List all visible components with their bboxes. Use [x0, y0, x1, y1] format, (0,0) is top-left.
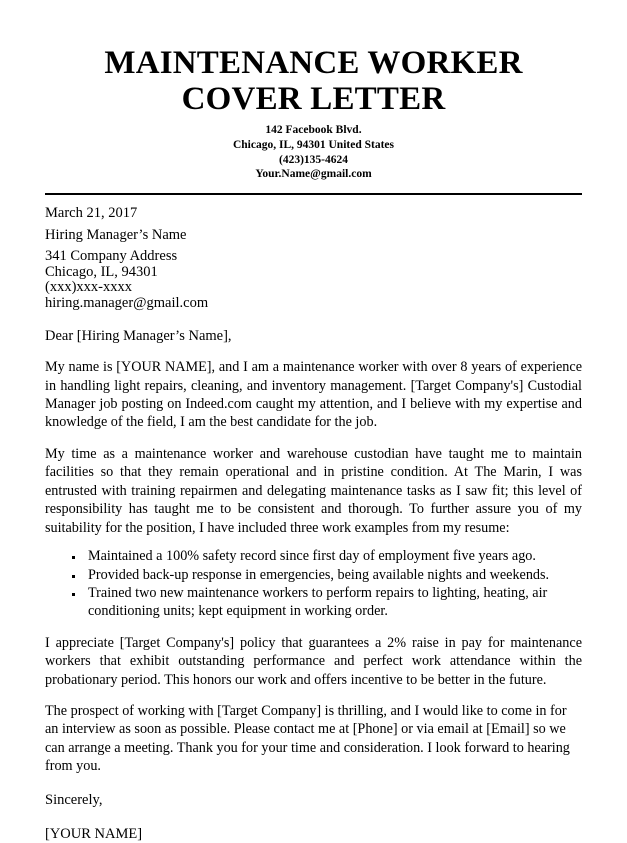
body-paragraph-1: My name is [YOUR NAME], and I am a maintenance worker with over 8 years of experience in handling light repairs, cleaning, and inventory management. [Target Company's] Custodial Manager job posting on Indeed.com caught my attention, and I believe with my expertise and knowledge of the field, I am the best candidate for the job. — [45, 359, 582, 431]
header-divider — [45, 193, 582, 195]
sender-city-state-zip: Chicago, IL, 94301 United States — [232, 138, 394, 151]
letter-meta-block — [45, 206, 582, 310]
highlights-list — [45, 548, 582, 620]
sender-phone: (423)135-4624 — [279, 153, 348, 166]
recipient-name: Hiring Manager’s Name — [45, 226, 187, 243]
body-paragraph-3: I appreciate [Target Company's] policy that guarantees a 2% raise in pay for maintenance workers that exhibit outstanding performance and perfect work attendance within the probationary period. This honors our work and offers incentive to be better in the future. — [45, 634, 582, 688]
recipient-email: hiring.manager@gmail.com — [45, 294, 209, 311]
letterhead — [45, 0, 582, 182]
sender-contact-block — [45, 123, 582, 182]
sender-street: 142 Facebook Blvd. — [265, 124, 362, 137]
body-paragraph-4: The prospect of working with [Target Company] is thrilling, and I would like to come in for an interview as soon as possible. Please contact me at [Phone] or via email at [Email] so we can arrange a meeting. Thank you for your time and consideration. I look forward to hearing from you. — [45, 703, 570, 775]
recipient-phone: (xxx)xxx-xxxx — [45, 279, 132, 296]
signature-name: [YOUR NAME] — [45, 825, 143, 842]
list-item: Maintained a 100% safety record since first day of employment five years ago. — [72, 548, 582, 566]
recipient-city-state-zip: Chicago, IL, 94301 — [45, 263, 158, 280]
sender-email: Your.Name@gmail.com — [255, 168, 372, 181]
body-paragraph-2: My time as a maintenance worker and warehouse custodian have taught me to maintain facilities so that they remain operational and in pristine condition. At The Marin, I was entrusted with training repairmen and delegating maintenance tasks as I saw fit; this level of responsibility has taught me to be consistent and thorough. To further assure you of my suitability for the position, I have included three work examples from my resume: — [45, 445, 582, 536]
salutation: Dear [Hiring Manager’s Name], — [45, 328, 232, 345]
list-item: Trained two new maintenance workers to perform repairs to lighting, heating, air conditioning units; kept equipment in working order. — [72, 585, 582, 620]
closing-salutation: Sincerely, — [45, 791, 103, 808]
list-item: Provided back-up response in emergencies, being available nights and weekends. — [72, 567, 582, 585]
letter-date: March 21, 2017 — [45, 205, 138, 222]
recipient-street: 341 Company Address — [45, 248, 178, 265]
page-title: MAINTENANCE WORKER COVER LETTER — [104, 45, 523, 117]
